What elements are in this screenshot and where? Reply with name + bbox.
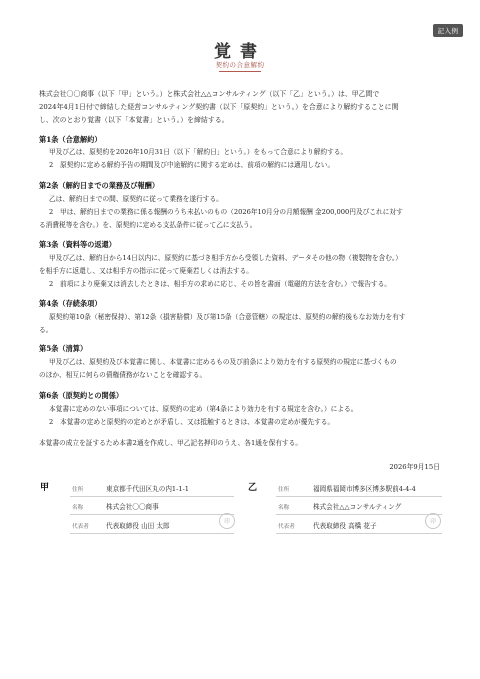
divider <box>70 514 234 515</box>
party-a-address-label: 住所 <box>72 487 84 493</box>
divider <box>276 514 442 515</box>
party-a-mark: 甲 <box>40 483 50 493</box>
article-6-title: 第6条（原契約との関係） <box>39 391 124 400</box>
party-b-mark: 乙 <box>248 483 258 493</box>
party-a-representative: 代表取締役 山田 太郎 <box>106 522 170 530</box>
article-2-title: 第2条（解約日までの業務及び報酬） <box>39 181 160 190</box>
document-title: 覚書 <box>214 42 266 62</box>
article-line: 2 本覚書の定めと原契約の定めとが矛盾し、又は抵触するときは、本覚書の定めが優先する。 <box>49 418 335 426</box>
party-b-name: 株式会社△△コンサルティング <box>313 503 402 511</box>
divider <box>276 533 442 534</box>
intro-line: 2024年4月1日付で締結した経営コンサルティング契約書（以下「原契約」という。）を合意により解約することに関 <box>39 103 399 111</box>
party-b-address-label: 住所 <box>278 487 290 493</box>
article-5-title: 第5条（清算） <box>39 344 88 353</box>
closing-statement: 本覚書の成立を証するため本書2通を作成し、甲乙記名押印のうえ、各1通を保有する。 <box>39 439 303 447</box>
article-line: 2 甲は、解約日までの業務に係る報酬のうち未払いのもの（2026年10月分の月額報酬 金200,000円及びこれに対す <box>49 208 403 216</box>
divider <box>70 496 234 497</box>
article-line: 2 前項により廃棄又は消去したときは、相手方の求めに応じ、その旨を書面（電磁的方法を含む。）で報告する。 <box>49 280 391 288</box>
article-1-title: 第1条（合意解約） <box>39 135 102 144</box>
article-line: を相手方に返還し、又は相手方の指示に従って廃棄若しくは消去する。 <box>39 267 253 275</box>
document-subtitle: 契約の合意解約 <box>215 61 265 69</box>
article-line: 乙は、解約日までの間、原契約に従って業務を遂行する。 <box>49 195 223 203</box>
article-line: のほか、相互に何らの債権債務がないことを確認する。 <box>39 371 207 379</box>
intro-paragraph <box>39 88 459 127</box>
party-a-seal-icon: 印 <box>219 513 235 529</box>
article-3-title: 第3条（資料等の返還） <box>39 240 116 249</box>
article-line: 甲及び乙は、解約日から14日以内に、原契約に基づき相手方から受領した資料、データその他の物（複製物を含む。） <box>49 254 402 262</box>
article-line: 甲及び乙は、原契約及び本覚書に関し、本覚書に定めるもの及び前条により効力を有する原契約の規定に基づくもの <box>49 358 397 366</box>
party-a-name: 株式会社〇〇商事 <box>106 503 159 511</box>
article-line: 2 原契約に定める解約予告の期間及び中途解約に関する定めは、前項の解約には適用しない。 <box>49 161 335 169</box>
article-4-title: 第4条（存続条項） <box>39 299 102 308</box>
intro-line: 株式会社〇〇商事（以下「甲」という。）と株式会社△△コンサルティング（以下「乙」という。）は、甲乙間で <box>39 90 380 98</box>
article-line: 本覚書に定めのない事項については、原契約の定め（第4条により効力を有する規定を含む。）による。 <box>49 405 358 413</box>
subtitle-underline <box>219 71 261 72</box>
article-line: る消費税等を含む。）を、原契約に定める支払条件に従って乙に支払う。 <box>39 221 257 229</box>
party-a-name-label: 名称 <box>72 505 84 511</box>
party-a-address: 東京都千代田区丸の内1-1-1 <box>106 485 189 493</box>
party-a-rep-label: 代表者 <box>72 524 89 530</box>
signing-date: 2026年9月15日 <box>389 463 440 471</box>
divider <box>70 533 234 534</box>
party-b-name-label: 名称 <box>278 505 290 511</box>
sample-badge: 記入例 <box>433 24 463 37</box>
intro-line: し、次のとおり覚書（以下「本覚書」という。）を締結する。 <box>39 116 229 124</box>
article-line: る。 <box>39 326 53 334</box>
party-b-seal-icon: 印 <box>425 513 441 529</box>
article-line: 甲及び乙は、原契約を2026年10月31日（以下「解約日」という。）をもって合意により解約する。 <box>49 148 348 156</box>
article-line: 原契約第10条（秘密保持）、第12条（損害賠償）及び第15条（合意管轄）の規定は、原契約の解約後もなお効力を有す <box>49 313 406 321</box>
party-b-rep-label: 代表者 <box>278 524 295 530</box>
party-b-representative: 代表取締役 高橋 花子 <box>313 522 377 530</box>
party-b-address: 福岡県福岡市博多区博多駅前4-4-4 <box>313 485 416 493</box>
divider <box>276 496 442 497</box>
